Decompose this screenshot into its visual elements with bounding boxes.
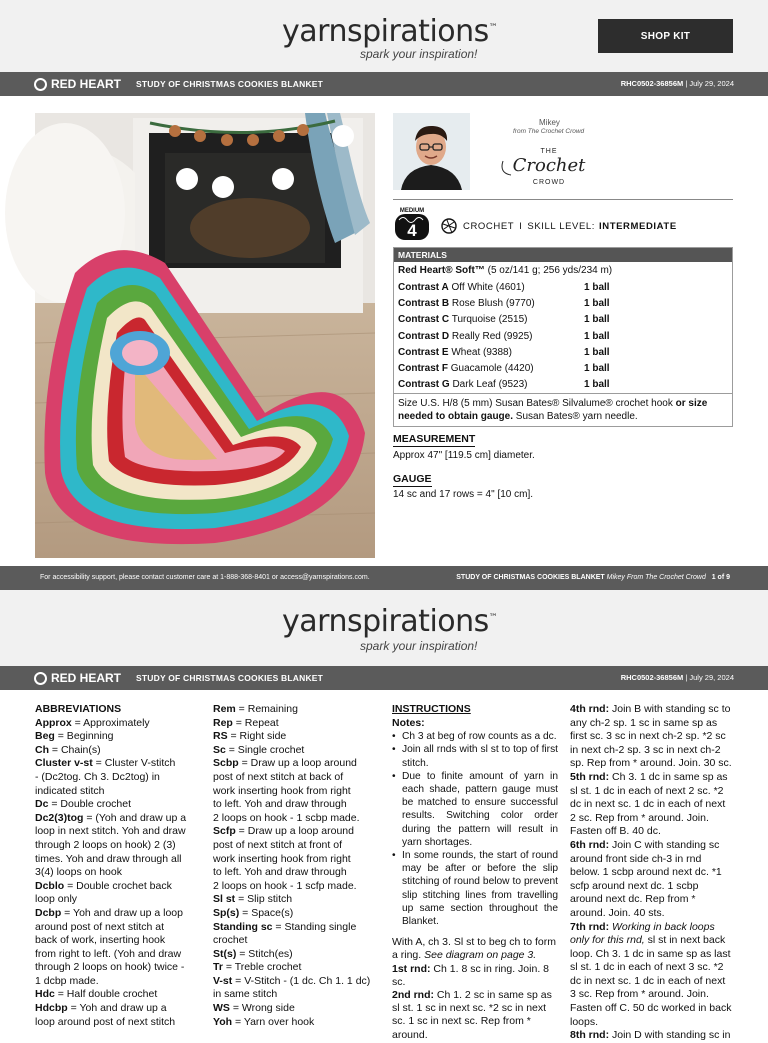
abbreviation-item xyxy=(213,921,378,935)
abbreviation-item xyxy=(213,1016,378,1030)
abbreviation-definition: work inserting hook from right xyxy=(213,852,351,865)
heart-icon xyxy=(34,78,47,91)
gauge-text: 14 sc and 17 rows = 4" [10 cm]. xyxy=(393,489,534,500)
tagline: spark your inspiration! xyxy=(360,47,478,61)
abbreviation-item xyxy=(35,771,200,785)
abbreviation-item xyxy=(213,907,378,921)
pattern-date-2: | July 29, 2024 xyxy=(685,673,734,682)
abbreviation-definition: = Stitch(es) xyxy=(236,947,293,960)
instructions-heading: INSTRUCTIONS xyxy=(392,703,471,715)
round-item xyxy=(570,703,733,771)
abbreviation-item xyxy=(35,744,200,758)
abbreviation-definition: = Draw up a loop around xyxy=(235,825,354,838)
material-row xyxy=(394,312,732,328)
abbreviation-definition: = Yoh and draw up a xyxy=(67,1002,167,1015)
abbreviation-definition: = Treble crochet xyxy=(222,961,302,974)
start-a: With A, ch 3. Sl st to beg ch to form a ring. xyxy=(392,936,556,962)
abbreviation-definition: around post of next stitch at xyxy=(35,920,164,933)
abbreviation-item xyxy=(35,866,200,880)
start-text xyxy=(392,936,558,962)
abbreviation-definition: times. Yoh and draw through all xyxy=(35,852,182,865)
round-text: Join D with standing sc in xyxy=(609,1029,731,1042)
skill-level-row xyxy=(440,217,677,235)
yarn-weight-number: 4 xyxy=(407,221,417,240)
divider xyxy=(393,199,733,200)
abbreviation-item xyxy=(213,839,378,853)
abbreviation-item xyxy=(213,717,378,731)
round-1-label: 1st rnd: xyxy=(392,962,431,975)
color-name: Wheat (9388) xyxy=(448,346,512,358)
material-qty: 1 ball xyxy=(584,281,610,293)
designer-name: Mikey xyxy=(539,118,560,127)
contrast-label: Contrast E xyxy=(398,346,449,358)
designer-from: from The Crochet Crowd xyxy=(513,128,585,135)
gauge-note: or size needed to obtain gauge. xyxy=(398,398,708,423)
materials-header: MATERIALS xyxy=(394,248,732,262)
color-name: Guacamole (4420) xyxy=(448,363,534,375)
abbreviation-term: Rem xyxy=(213,703,236,715)
crowd-logo-mid: Crochet xyxy=(512,155,586,176)
abbreviation-item xyxy=(35,921,200,935)
material-qty: 1 ball xyxy=(584,363,610,375)
pattern-title-band xyxy=(0,72,768,96)
pattern-code xyxy=(621,79,734,88)
crochet-crowd-logo xyxy=(499,143,599,196)
abbreviation-item xyxy=(213,771,378,785)
abbreviation-item xyxy=(35,798,200,812)
material-color xyxy=(398,379,584,390)
abbreviation-definition: = Standing single xyxy=(272,920,357,933)
abbreviation-term: Dc xyxy=(35,798,49,811)
pattern-title: STUDY OF CHRISTMAS COOKIES BLANKET xyxy=(136,79,324,89)
abbreviation-item xyxy=(35,785,200,799)
round-text: Ch 3. 1 dc in same sp as sl st. 1 dc in each of next 2 sc. *2 dc in next sc. 1 dc in each of next 2 sc. Rep from * around. Join. Fasten off B. 40 dc. xyxy=(570,770,728,838)
pattern-date: | July 29, 2024 xyxy=(685,79,734,88)
abbreviation-definition: = Half double crochet xyxy=(54,988,158,1001)
abbreviation-item xyxy=(213,744,378,758)
round-2-text: Ch 1. 2 sc in same sp as sl st. 1 sc in next sc. *2 sc in next sc. 1 sc in next sc. Rep from * around. xyxy=(392,989,552,1041)
abbreviation-item xyxy=(213,757,378,771)
abbreviation-definition: = Repeat xyxy=(232,716,279,729)
abbreviation-item xyxy=(213,880,378,894)
rounds-col xyxy=(570,703,733,1043)
contrast-rows xyxy=(394,279,732,393)
crowd-logo-top: THE xyxy=(540,148,558,155)
abbreviation-term: Standing sc xyxy=(213,920,273,933)
page1-header xyxy=(0,0,768,72)
note-item: • Due to finite amount of yarn in each shade, pattern gauge must be matched to ensure successful results. Switching color order during the pattern will result in yarn shortages. xyxy=(392,770,558,849)
abbreviation-item xyxy=(213,866,378,880)
abbreviation-item xyxy=(35,880,200,894)
abbreviation-item xyxy=(35,730,200,744)
round-label: 7th rnd: xyxy=(570,920,610,933)
abbreviation-definition: = Cluster V-stitch xyxy=(92,757,176,770)
abbreviation-item xyxy=(35,948,200,962)
abbreviation-term: Sp(s) xyxy=(213,906,240,919)
abbreviation-term: Dc2(3)tog xyxy=(35,811,84,824)
abbreviation-item xyxy=(213,893,378,907)
round-label: 4th rnd: xyxy=(570,703,610,715)
material-color xyxy=(398,331,584,342)
abbreviation-term: Scfp xyxy=(213,825,236,838)
abbreviation-item xyxy=(213,934,378,948)
round-item xyxy=(570,921,733,1030)
yarn-detail: (5 oz/141 g; 256 yds/234 m) xyxy=(487,265,613,276)
abbreviation-term: Hdc xyxy=(35,988,55,1001)
abbreviation-list-1 xyxy=(35,717,200,1030)
abbreviation-item xyxy=(35,988,200,1002)
yarn-ball-icon xyxy=(440,217,458,235)
contrast-label: Contrast B xyxy=(398,297,450,309)
footer-by: Mikey From The Crochet Crowd xyxy=(606,574,706,581)
abbreviation-definition: = Single crochet xyxy=(225,743,305,756)
designer-avatar xyxy=(393,113,470,190)
abbreviation-list-2 xyxy=(213,703,378,1029)
yarn-weight-label: MEDIUM xyxy=(399,208,425,214)
abbreviation-item xyxy=(35,757,200,771)
abbreviation-term: WS xyxy=(213,1002,230,1015)
abbreviation-item xyxy=(35,853,200,867)
note-item: • Ch 3 at beg of row counts as a dc. xyxy=(392,730,558,743)
material-color xyxy=(398,298,584,309)
abbreviation-definition: = V-Stitch - (1 dc. Ch 1. 1 dc) xyxy=(232,974,371,987)
logo-text: yarnspirations xyxy=(282,14,489,49)
abbreviation-definition: work inserting hook from right xyxy=(213,784,351,797)
abbreviation-definition: = Double crochet back xyxy=(64,879,172,892)
abbreviation-item xyxy=(35,934,200,948)
round-label: 6th rnd: xyxy=(570,838,610,851)
abbreviation-term: Beg xyxy=(35,730,55,743)
abbreviation-item xyxy=(35,1002,200,1016)
abbreviation-item xyxy=(213,975,378,989)
code-number: RHC0502-36856M xyxy=(620,79,684,88)
hook-text: Size U.S. H/8 (5 mm) Susan Bates® Silvalume® crochet hook xyxy=(398,398,676,410)
contrast-label: Contrast G xyxy=(398,379,450,391)
page-number: 1 of 9 xyxy=(711,574,730,581)
yarn-name: Red Heart® Soft™ xyxy=(398,265,485,276)
abbreviation-term: Hdcbp xyxy=(35,1002,68,1015)
abbreviation-definition: = Remaining xyxy=(235,703,298,715)
skill-label: SKILL LEVEL: xyxy=(527,220,596,232)
material-qty: 1 ball xyxy=(584,379,610,391)
abbreviation-term: Dcbp xyxy=(35,906,62,919)
abbreviation-definition: = Slip stitch xyxy=(235,893,293,906)
pattern-title-2: STUDY OF CHRISTMAS COOKIES BLANKET xyxy=(136,673,324,683)
round-text: sl st in next back loop. Ch 3. 1 dc in same sp as last sl st. 1 dc in each of next 3 sc. *2 dc in next sc. 1 dc in each of next 3 sc. Rep from * around. Join. Fasten off C. 50 dc worked in back loops. xyxy=(570,934,732,1028)
abbreviation-item xyxy=(213,798,378,812)
contrast-label: Contrast C xyxy=(398,314,450,326)
material-color xyxy=(398,282,584,293)
round-2-label: 2nd rnd: xyxy=(392,989,434,1002)
color-name: Dark Leaf (9523) xyxy=(449,379,528,391)
pattern-title-band-2 xyxy=(0,666,768,690)
abbreviation-term: Rep xyxy=(213,716,233,729)
round-2 xyxy=(392,989,558,1042)
material-qty: 1 ball xyxy=(584,314,610,326)
instructions-col xyxy=(392,703,558,1042)
skill-separator: I xyxy=(519,220,523,232)
needle-text: Susan Bates® yarn needle. xyxy=(513,411,638,423)
abbreviation-item xyxy=(213,703,378,717)
logo-text-2: yarnspirations xyxy=(282,604,489,639)
heart-icon xyxy=(34,672,47,685)
material-row xyxy=(394,279,732,295)
measurement-heading: MEASUREMENT xyxy=(393,433,476,445)
abbreviation-term: St(s) xyxy=(213,947,237,960)
red-heart-brand-2 xyxy=(34,671,121,685)
footer-right xyxy=(456,574,730,581)
abbreviation-item xyxy=(35,825,200,839)
note-item: • In some rounds, the start of round may be after or before the slip stitching of round below to prevent slip stitching lines from travelling up same section throughout the Blanket. xyxy=(392,849,558,928)
abbreviation-definition: = Chain(s) xyxy=(49,743,101,756)
material-row xyxy=(394,328,732,344)
abbreviation-item xyxy=(35,717,200,731)
abbreviation-definition: to left. Yoh and draw through xyxy=(213,866,347,879)
abbreviation-item xyxy=(35,812,200,826)
abbreviation-term: RS xyxy=(213,730,228,743)
abbreviation-definition: = Double crochet xyxy=(48,798,132,811)
round-item xyxy=(570,839,733,921)
abbreviations-col-2 xyxy=(213,703,378,1029)
page2-header xyxy=(0,590,768,666)
crowd-logo-bot: CROWD xyxy=(532,179,566,186)
round-item xyxy=(570,1029,733,1043)
abbreviation-definition: to left. Yoh and draw through xyxy=(213,798,347,811)
contrast-label: Contrast A xyxy=(398,281,449,293)
abbreviation-definition: = Right side xyxy=(227,730,287,743)
brand-label-2: RED HEART xyxy=(51,671,122,685)
abbreviation-item xyxy=(213,785,378,799)
abbreviation-definition: 2 loops on hook - 1 scfp made. xyxy=(213,879,357,892)
craft-label: CROCHET xyxy=(463,220,515,232)
abbreviation-definition: indicated stitch xyxy=(35,784,105,797)
abbreviations-heading: ABBREVIATIONS xyxy=(35,703,122,715)
abbreviation-definition: back of work, inserting hook xyxy=(35,934,166,947)
abbreviation-term: Cluster v-st xyxy=(35,757,93,770)
abbreviation-definition: post of next stitch at front of xyxy=(213,838,342,851)
abbreviation-definition: from right to left. (Yoh and draw xyxy=(35,947,182,960)
abbreviation-item xyxy=(35,1016,200,1030)
brand-label: RED HEART xyxy=(51,77,122,91)
yarn-weight-badge xyxy=(393,205,431,241)
material-row xyxy=(394,377,732,393)
abbreviation-definition: through 2 loops on hook) 2 (3) xyxy=(35,838,176,851)
gauge-heading: GAUGE xyxy=(393,473,432,485)
color-name: Rose Blush (9770) xyxy=(449,297,535,309)
abbreviation-definition: = Space(s) xyxy=(239,906,294,919)
round-1-text: Ch 1. 8 sc in ring. Join. 8 sc. xyxy=(392,962,549,988)
abbreviation-item xyxy=(35,961,200,975)
abbreviation-item xyxy=(213,948,378,962)
abbreviation-item xyxy=(213,730,378,744)
abbreviation-item xyxy=(35,975,200,989)
tagline-2: spark your inspiration! xyxy=(360,639,478,653)
material-color xyxy=(398,347,584,358)
page-footer xyxy=(0,566,768,590)
round-text: Join C with standing sc around front side ch-3 in rnd below. 1 scbp around next dc. *1 scfp around next dc. 1 scbp around next dc. Rep from * around. Join. 40 sts. xyxy=(570,838,722,919)
material-row xyxy=(394,360,732,376)
round-1 xyxy=(392,963,558,989)
abbreviation-item xyxy=(213,812,378,826)
abbreviation-definition: crochet xyxy=(213,934,248,947)
materials-table xyxy=(393,247,733,427)
abbreviation-definition: = Wrong side xyxy=(229,1002,295,1015)
abbreviation-definition: 1 dcbp made. xyxy=(35,974,99,987)
abbreviation-item xyxy=(213,961,378,975)
contrast-label: Contrast D xyxy=(398,330,450,342)
abbreviation-definition: = (Yoh and draw up a xyxy=(83,811,187,824)
round-item xyxy=(570,771,733,839)
abbreviation-definition: = Beginning xyxy=(54,730,114,743)
material-color xyxy=(398,314,584,325)
contrast-label: Contrast F xyxy=(398,363,448,375)
abbreviation-definition: loop in next stitch. Yoh and draw xyxy=(35,825,186,838)
abbreviation-definition: - (Dc2tog. Ch 3. Dc2tog) in xyxy=(35,770,160,783)
notes-label: Notes: xyxy=(392,716,425,729)
abbreviation-definition: = Draw up a loop around xyxy=(238,757,357,770)
abbreviation-term: Ch xyxy=(35,743,49,756)
note-item: • Join all rnds with sl st to top of first stitch. xyxy=(392,743,558,769)
material-qty: 1 ball xyxy=(584,330,610,342)
start-b: See diagram on page 3. xyxy=(424,949,537,962)
abbreviation-definition: 2 loops on hook - 1 scbp made. xyxy=(213,811,360,824)
measurement-text: Approx 47" [119.5 cm] diameter. xyxy=(393,450,535,461)
abbreviations-col-1 xyxy=(35,703,200,1029)
abbreviation-definition: post of next stitch at back of xyxy=(213,770,344,783)
color-name: Really Red (9925) xyxy=(449,330,533,342)
accessibility-note: For accessibility support, please contact customer care at 1-888-368-8401 or access@yarnspirations.com. xyxy=(40,574,370,581)
abbreviation-term: Tr xyxy=(213,961,223,974)
abbreviation-definition: in same stitch xyxy=(213,988,278,1001)
material-qty: 1 ball xyxy=(584,346,610,358)
material-color xyxy=(398,363,584,374)
abbreviation-definition: 3(4) loops on hook xyxy=(35,866,122,879)
material-row xyxy=(394,344,732,360)
shop-kit-button[interactable]: SHOP KIT xyxy=(598,19,733,53)
abbreviation-term: Approx xyxy=(35,716,72,729)
abbreviation-item xyxy=(213,825,378,839)
skill-value: INTERMEDIATE xyxy=(599,220,677,232)
abbreviation-item xyxy=(213,988,378,1002)
abbreviation-definition: = Approximately xyxy=(71,716,150,729)
abbreviation-item xyxy=(35,839,200,853)
color-name: Turquoise (2515) xyxy=(449,314,528,326)
hook-note xyxy=(394,393,732,426)
material-qty: 1 ball xyxy=(584,297,610,309)
abbreviation-term: Scbp xyxy=(213,757,239,770)
abbreviation-term: Dcblo xyxy=(35,879,65,892)
notes-list xyxy=(392,730,558,928)
abbreviation-definition: through 2 loops on hook) twice - xyxy=(35,961,185,974)
round-label: 5th rnd: xyxy=(570,770,610,783)
blanket-photo xyxy=(35,113,375,558)
abbreviation-term: Sl st xyxy=(213,893,236,906)
red-heart-brand xyxy=(34,77,121,91)
yarnspirations-logo-2[interactable]: yarnspirations™ xyxy=(282,604,498,639)
yarnspirations-logo[interactable]: yarnspirations™ xyxy=(282,14,498,49)
abbreviation-item xyxy=(213,853,378,867)
code-number-2: RHC0502-36856M xyxy=(620,673,684,682)
abbreviation-definition: = Yarn over hook xyxy=(232,1015,315,1028)
round-text: Join B with standing sc to any ch-2 sp. 1 sc in same sp as first sc. 3 sc in next ch-2 sp. *2 sc in next ch-2 sp. 3 sc in next ch-2 sp. Rep from * around. Join. 30 sc. xyxy=(570,703,732,770)
footer-title: STUDY OF CHRISTMAS COOKIES BLANKET xyxy=(456,574,605,581)
abbreviation-definition: loop around post of next stitch xyxy=(35,1015,176,1028)
round-label: 8th rnd: xyxy=(570,1029,610,1042)
abbreviation-item xyxy=(35,893,200,907)
abbreviation-definition: loop only xyxy=(35,893,78,906)
abbreviation-item xyxy=(35,907,200,921)
abbreviation-term: Sc xyxy=(213,743,226,756)
abbreviation-term: Yoh xyxy=(213,1015,233,1028)
color-name: Off White (4601) xyxy=(448,281,525,293)
round-italic: Working in back loops only for this rnd, xyxy=(570,920,715,947)
abbreviation-definition: = Yoh and draw up a loop xyxy=(61,906,183,919)
yarn-row xyxy=(394,262,732,279)
abbreviation-term: V-st xyxy=(213,974,233,987)
pattern-code-2 xyxy=(621,673,734,682)
material-row xyxy=(394,295,732,311)
abbreviation-item xyxy=(213,1002,378,1016)
